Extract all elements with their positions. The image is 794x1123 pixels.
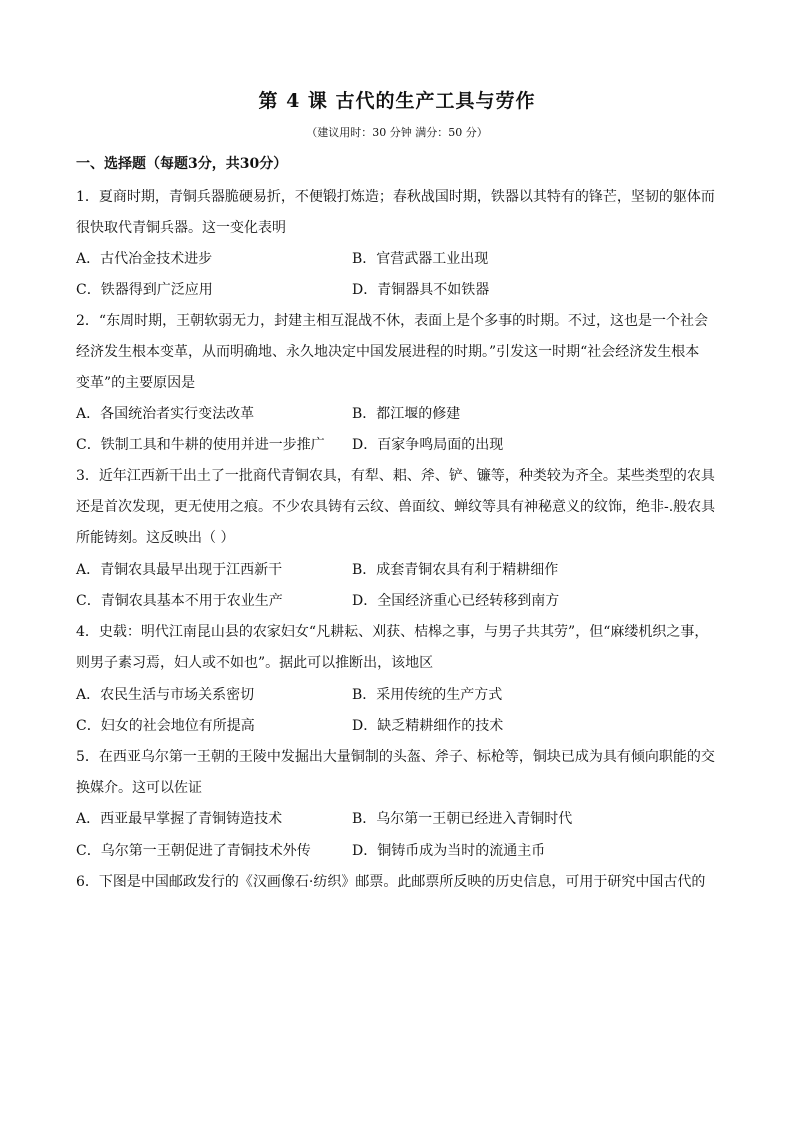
question-5-option-d: D．铜铸币成为当时的流通主币	[352, 843, 546, 859]
question-2-line-2: 经济发生根本变革，从而明确地、永久地决定中国发展进程的时期。”引发这一时期“社会经济发生根本	[76, 344, 700, 360]
lesson-title: 第 4 课 古代的生产工具与劳作	[258, 90, 536, 112]
time-score-note: （建议用时：30 分钟 满分：50 分）	[306, 126, 488, 139]
question-4-line-1: 4．史载：明代江南昆山县的农家妇女“凡耕耘、刈获、桔槔之事，与男子共其劳”，但“麻缕机织之事，	[76, 624, 709, 640]
question-5-option-a: A．西亚最早掌握了青铜铸造技术	[76, 811, 283, 827]
question-3-line-1: 3．近年江西新干出土了一批商代青铜农具，有犁、耜、斧、铲、镰等，种类较为齐全。某些类型的农具	[76, 468, 715, 484]
question-2-option-c: C．铁制工具和牛耕的使用并进一步推广	[76, 437, 325, 453]
question-4-option-c: C．妇女的社会地位有所提高	[76, 718, 255, 734]
question-3-option-a: A．青铜农具最早出现于江西新干	[76, 562, 283, 578]
question-4-option-b: B．采用传统的生产方式	[352, 687, 503, 703]
question-2-option-d: D．百家争鸣局面的出现	[352, 437, 504, 453]
question-4-line-2: 则男子素习焉，妇人或不如也”。据此可以推断出，该地区	[76, 655, 434, 671]
question-1-option-c: C．铁器得到广泛应用	[76, 282, 213, 298]
question-1-option-b: B．官营武器工业出现	[352, 251, 489, 267]
question-1-option-a: A．古代冶金技术进步	[76, 251, 213, 267]
question-3-option-b: B．成套青铜农具有利于精耕细作	[352, 562, 559, 578]
question-4-option-a: A．农民生活与市场关系密切	[76, 687, 255, 703]
question-3-line-3: 所能铸刻。这反映出（ ）	[76, 530, 235, 546]
question-5-option-b: B．乌尔第一王朝已经进入青铜时代	[352, 811, 573, 827]
section-heading: 一、选择题（每题3分，共30分）	[76, 156, 288, 172]
question-2-option-b: B．都江堰的修建	[352, 406, 461, 422]
question-1-option-d: D．青铜器具不如铁器	[352, 282, 490, 298]
question-5-option-c: C．乌尔第一王朝促进了青铜技术外传	[76, 843, 311, 859]
question-1-line-1: 1．夏商时期，青铜兵器脆硬易折，不便锻打炼造；春秋战国时期，铁器以其特有的锋芒，坚韧的躯体而	[76, 189, 715, 205]
question-6-line-1: 6．下图是中国邮政发行的《汉画像石·纺织》邮票。此邮票所反映的历史信息，可用于研究中国古代的	[76, 874, 706, 890]
question-2-line-3: 变革”的主要原因是	[76, 375, 196, 391]
question-2-line-1: 2．“东周时期，王朝软弱无力，封建主相互混战不休，表面上是个多事的时期。不过，这也是一个社会	[76, 313, 709, 329]
question-2-option-a: A．各国统治者实行变法改革	[76, 406, 255, 422]
question-3-line-2: 还是首次发现，更无使用之痕。不少农具铸有云纹、兽面纹、蝉纹等具有神秘意义的纹饰，绝非-.般农具	[76, 499, 716, 515]
question-5-line-1: 5．在西亚乌尔第一王朝的王陵中发掘出大量铜制的头盔、斧子、标枪等，铜块已成为具有倾向职能的交	[76, 749, 715, 765]
question-3-option-d: D．全国经济重心已经转移到南方	[352, 593, 560, 609]
question-3-option-c: C．青铜农具基本不用于农业生产	[76, 593, 283, 609]
question-4-option-d: D．缺乏精耕细作的技术	[352, 718, 504, 734]
question-1-line-2: 很快取代青铜兵器。这一变化表明	[76, 220, 286, 236]
question-5-line-2: 换媒介。这可以佐证	[76, 780, 202, 796]
